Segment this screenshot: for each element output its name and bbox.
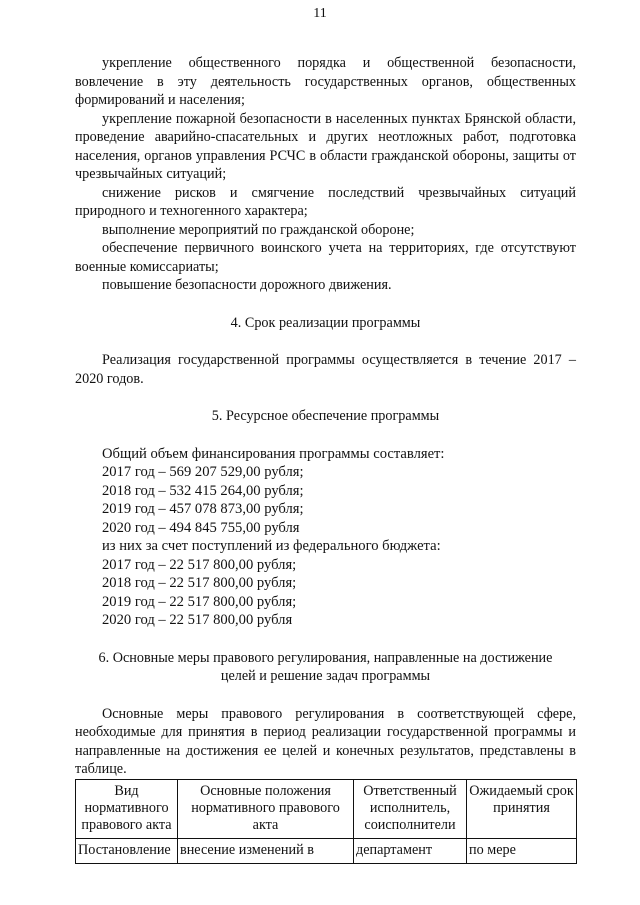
table-row [76,838,577,863]
task-item: укрепление пожарной безопасности в населенных пунктах Брянской области, проведение аварийно-спасательных и других неотложных работ, подготовка населения, органов управления РСЧС в области гражданской обороны, защиты от чрезвычайных ситуаций; [75,110,576,182]
funding-federal-line: 2020 год – 22 517 800,00 рубля [102,612,293,628]
funding-line: 2019 год – 457 078 873,00 рубля; [102,501,304,517]
funding-total-intro: Общий объем финансирования программы составляет: [102,445,445,462]
funding-line: 2017 год – 569 207 529,00 рубля; [102,464,304,480]
funding-line: 2020 год – 494 845 755,00 рубля [102,519,300,536]
table-header-cell: Ответственный исполнитель, соисполнители [354,779,467,838]
task-item: снижение рисков и смягчение последствий чрезвычайных ситуаций природного и техногенного характера; [75,184,576,219]
funding-federal-line: 2019 год – 22 517 800,00 рубля; [102,593,297,610]
task-item: обеспечение первичного воинского учета на территориях, где отсутствуют военные комиссариаты; [75,240,576,275]
section-4-text: Реализация государственной программы осуществляется в течение 2017 – 2020 годов. [75,352,576,387]
section-6-title-line-1: 6. Основные меры правового регулирования, направленные на достижение [98,649,553,666]
legal-measures-table [75,779,577,864]
section-5-title: 5. Ресурсное обеспечение программы [211,408,440,424]
section-4-title: 4. Срок реализации программы [230,314,421,331]
funding-federal-line: 2017 год – 22 517 800,00 рубля; [102,556,297,573]
table-header-cell: Ожидаемый срок принятия [467,779,577,838]
table-cell: внесение изменений в [178,838,354,863]
funding-federal-intro: из них за счет поступлений из федерального бюджета: [102,538,441,554]
task-item: укрепление общественного порядка и общественной безопасности, вовлечение в эту деятельность государственных органов, общественных формирований и населения; [75,55,576,108]
funding-line: 2018 год – 532 415 264,00 рубля; [102,482,304,499]
page-number: 11 [313,6,327,21]
document-body [75,54,576,864]
table-header-row [76,779,577,838]
table-header-cell: Вид нормативного правового акта [76,779,178,838]
funding-block [75,445,576,630]
table-cell: департамент [354,838,467,863]
task-item: повышение безопасности дорожного движения. [102,277,392,293]
table-cell: по мере [467,838,577,863]
table-header-cell: Основные положения нормативного правового акта [178,779,354,838]
task-item: выполнение мероприятий по гражданской обороне; [102,221,415,238]
section-6-title-line-2: целей и решение задач программы [220,668,431,684]
table-cell: Постановление [76,838,178,863]
funding-federal-line: 2018 год – 22 517 800,00 рубля; [102,575,297,591]
section-6-text: Основные меры правового регулирования в соответствующей сфере, необходимые для принятия в период реализации государственной программы и направленные на достижения ее целей и конечных результатов, представлены в таблице. [75,705,576,777]
